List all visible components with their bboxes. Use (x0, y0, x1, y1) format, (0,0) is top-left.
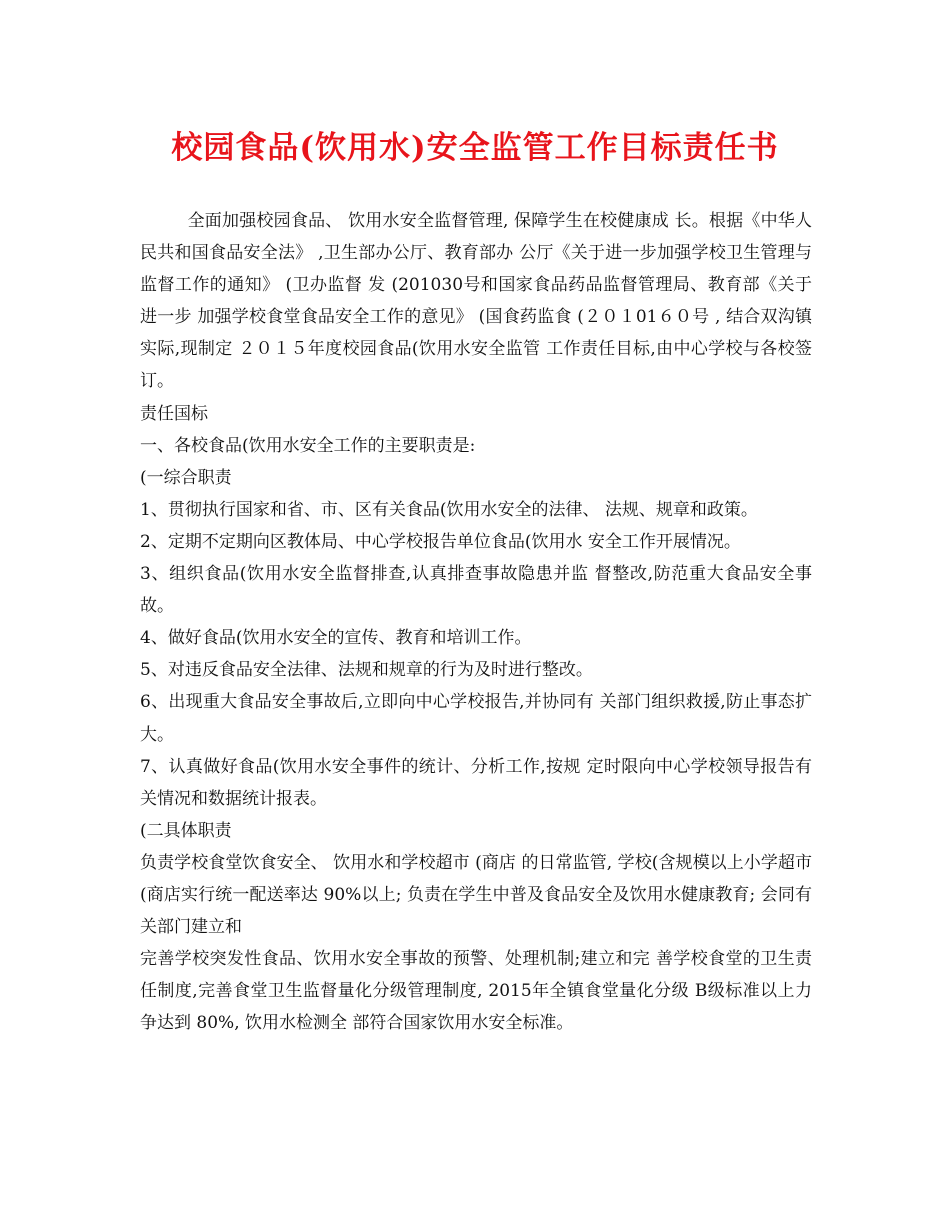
duty-item-1: 1、贯彻执行国家和省、市、区有关食品(饮用水安全的法律、 法规、规章和政策。 (140, 499, 758, 520)
intro-paragraph: 全面加强校园食品、 饮用水安全监督管理, 保障学生在校健康成 长。根据《中华人民共和国食品安全法》 ,卫生部办公厅、教育部办 公厅《关于进一步加强学校卫生管理与监督工作的通知》 (卫办监督 发 (201030号和国家食品药品监督管理局、教育部《关于进一步 加强学校食堂食品安全工作的意见》 (国食药监食 (２０１01６０号 , 结合双沟镇实际,现制定 ２０１５年度校园食品(饮用水安全监管 工作责任目标,由中心学校与各校签订。 (140, 211, 812, 392)
specific-duties-paragraph-1: 负责学校食堂饮食安全、 饮用水和学校超市 (商店 的日常监管, 学校(含规模以上小学超市(商店实行统一配送率达 90%以上; 负责在学生中普及食品安全及饮用水健康教育; 会同有关部门建立和 (140, 852, 812, 938)
section-heading-responsibility-target: 责任国标 (140, 403, 208, 424)
duty-item-7: 7、认真做好食品(饮用水安全事件的统计、分析工作,按规 定时限向中心学校领导报告有关情况和数据统计报表。 (140, 756, 812, 809)
specific-duties-paragraph-2: 完善学校突发性食品、饮用水安全事故的预警、处理机制;建立和完 善学校食堂的卫生责任制度,完善食堂卫生监督量化分级管理制度, 2015年全镇食堂量化分级 B级标准以上力争达到 80%, 饮用水检测全 部符合国家饮用水安全标准。 (140, 949, 812, 1034)
subsection-heading-general-duties: (一综合职责 (140, 467, 232, 488)
document-title: 校园食品(饮用水)安全监管工作目标责任书 (171, 130, 779, 166)
subsection-heading-specific-duties: (二具体职责 (140, 820, 232, 841)
duty-item-4: 4、做好食品(饮用水安全的宣传、教育和培训工作。 (140, 628, 532, 649)
document-body (140, 205, 812, 1039)
duty-item-3: 3、组织食品(饮用水安全监督排查,认真排查事故隐患并监 督整改,防范重大食品安全事故。 (140, 564, 812, 617)
duty-item-2: 2、定期不定期向区教体局、中心学校报告单位食品(饮用水 安全工作开展情况。 (140, 531, 741, 552)
duty-item-6: 6、出现重大食品安全事故后,立即向中心学校报告,并协同有 关部门组织救援,防止事态扩大。 (140, 692, 812, 745)
duty-item-5: 5、对违反食品安全法律、法规和规章的行为及时进行整改。 (140, 660, 593, 681)
section-heading-main-duties: 一、各校食品(饮用水安全工作的主要职责是: (140, 435, 476, 456)
